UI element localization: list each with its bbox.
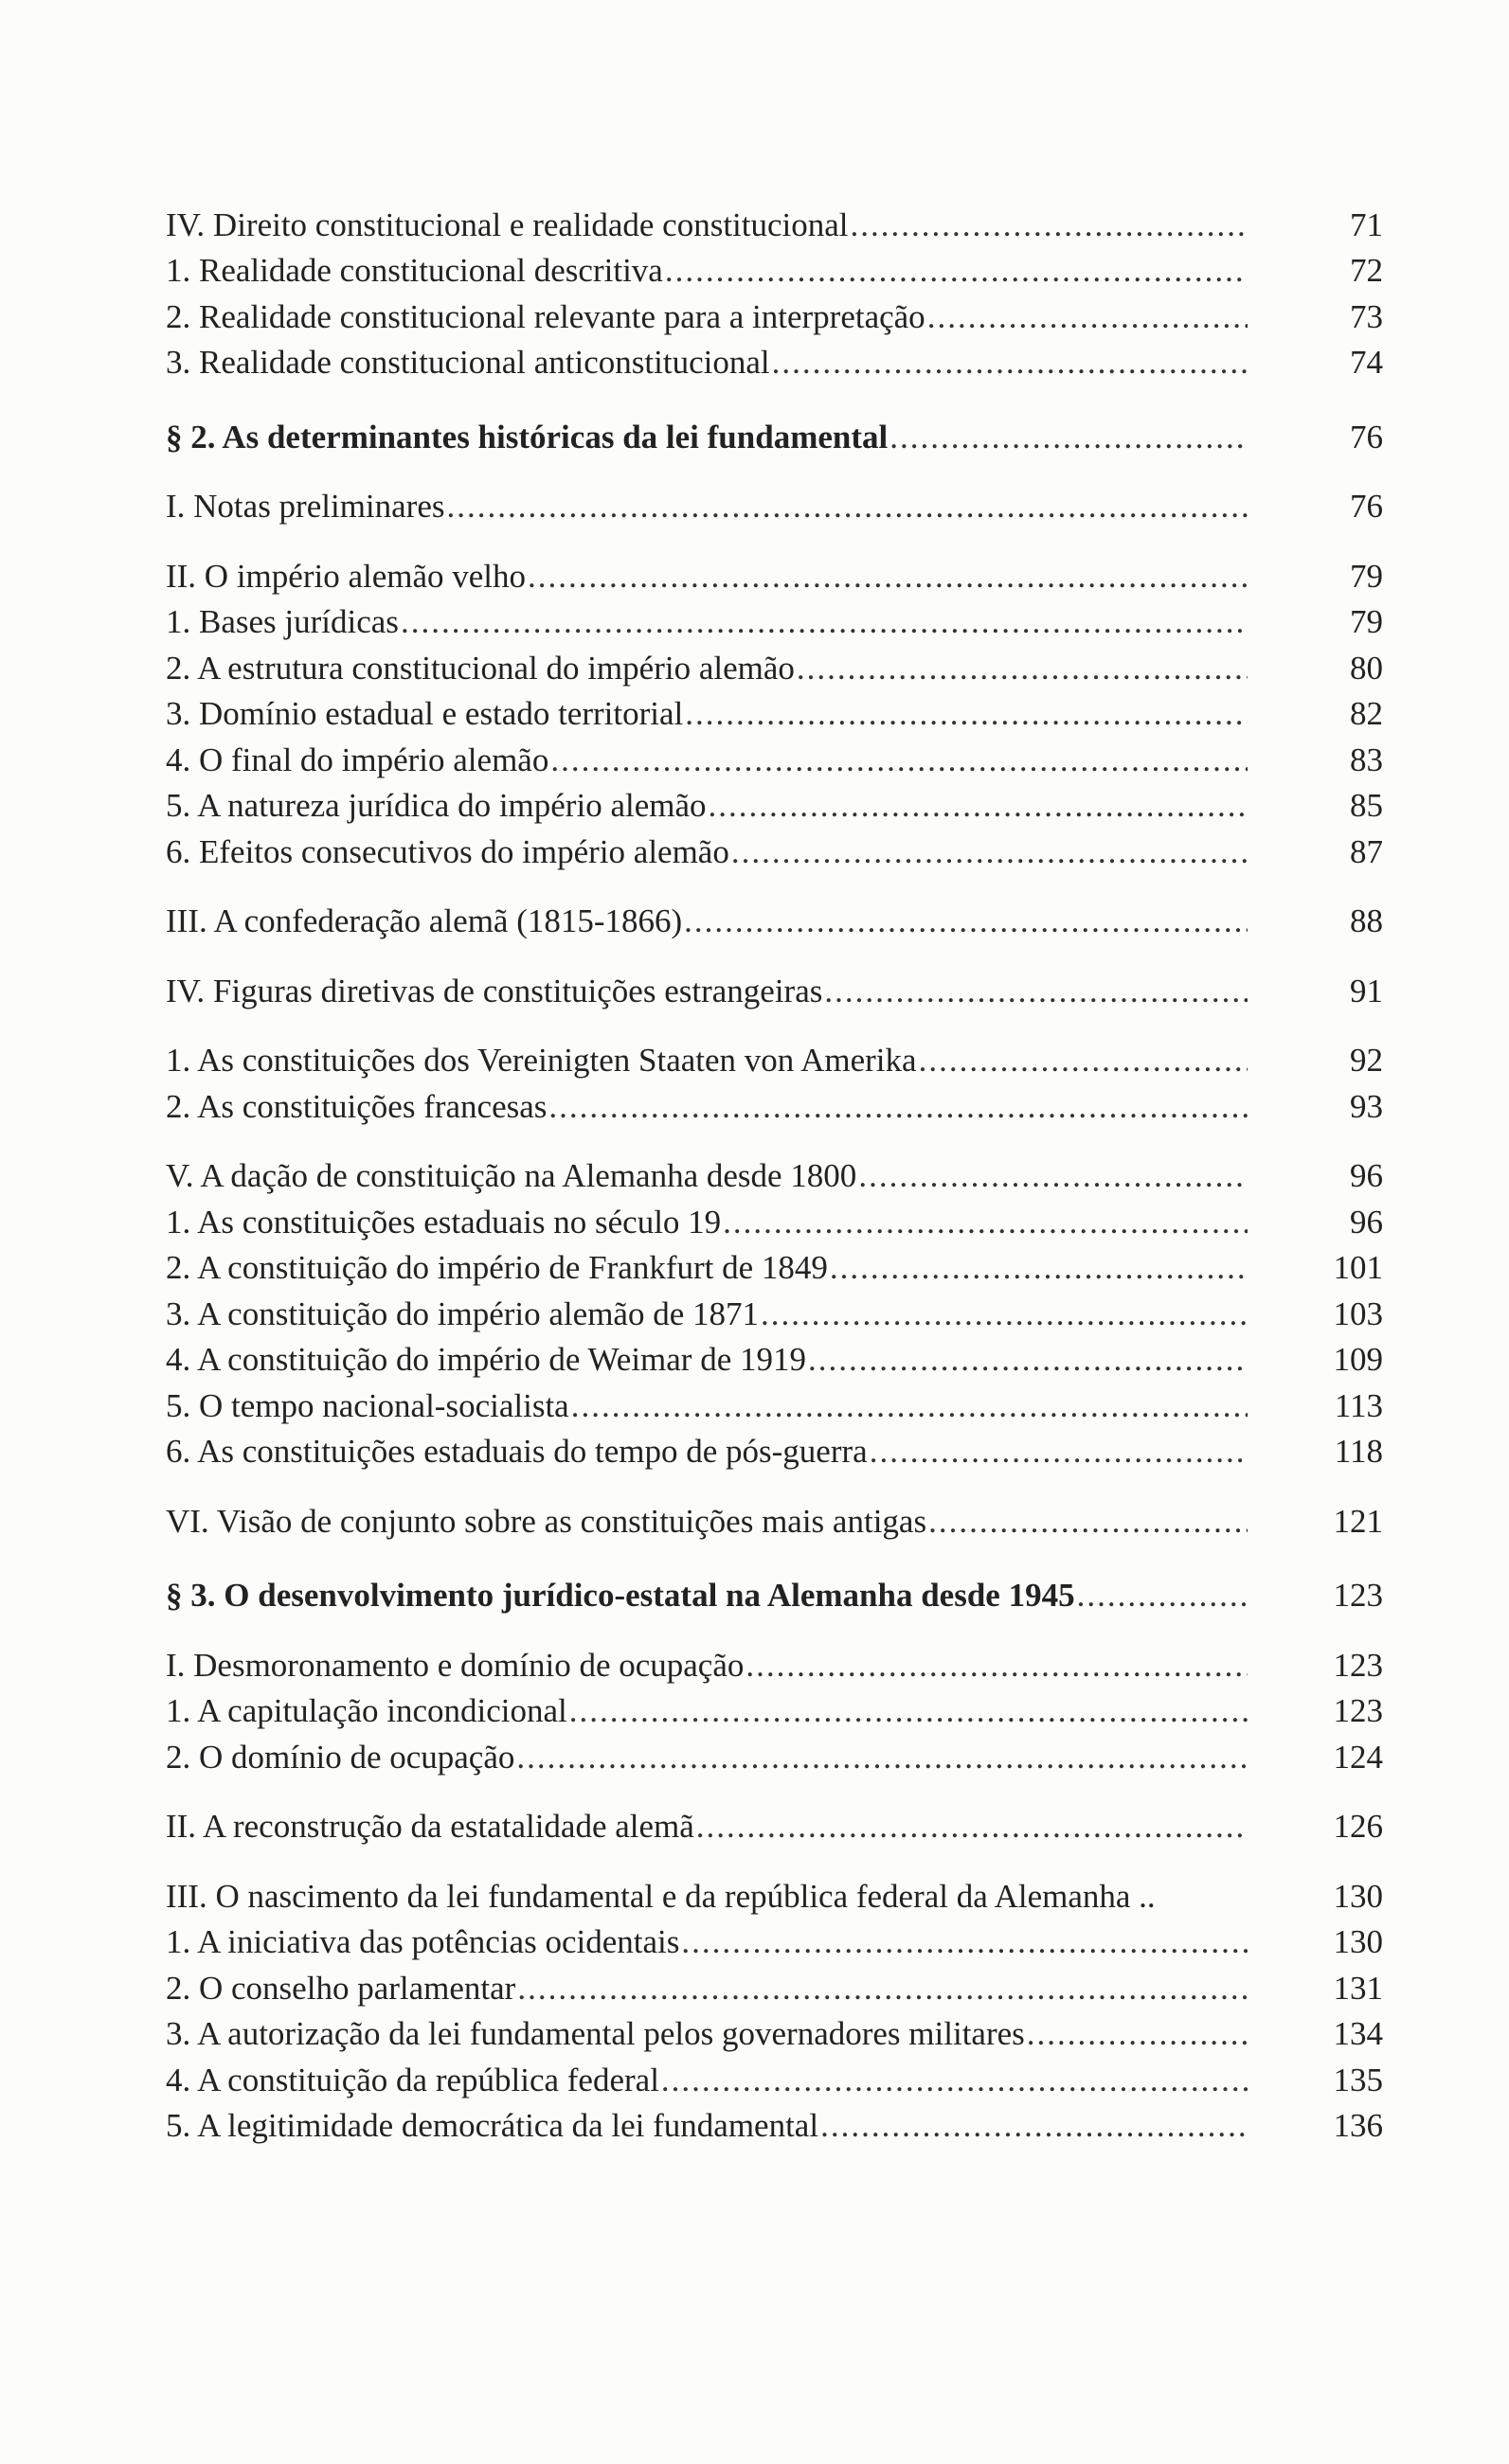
toc-entry-page: 103 <box>1333 1294 1383 1332</box>
toc-entry <box>166 1038 1383 1084</box>
leader-dots <box>824 969 1248 1014</box>
toc-entry <box>166 783 1383 830</box>
toc-entry <box>166 2011 1383 2058</box>
toc-entry <box>166 340 1383 386</box>
toc-entry <box>166 553 1383 599</box>
leader-dots <box>709 783 1249 829</box>
leader-dots <box>889 415 1248 460</box>
toc-entry <box>166 2103 1383 2150</box>
toc-entry <box>166 899 1383 945</box>
toc-entry-title: 3. A autorização da lei fundamental pelos governadores militares <box>166 2015 1025 2052</box>
toc-entry-page: 123 <box>1333 1577 1383 1614</box>
leader-dots <box>797 646 1248 691</box>
toc-entry-page: 136 <box>1333 2107 1383 2144</box>
toc-entry-title: 2. As constituições francesas <box>166 1087 548 1125</box>
toc-entry-page: 123 <box>1333 1646 1383 1684</box>
toc-entry <box>166 1383 1383 1429</box>
toc-entry <box>166 1734 1383 1780</box>
toc-entry-title: 3. Realidade constitucional anticonstitucional <box>166 344 770 381</box>
leader-dots <box>661 2058 1248 2103</box>
toc-entry-title: IV. Figuras diretivas de constituições estrangeiras <box>166 972 823 1009</box>
toc-entry <box>166 1245 1383 1292</box>
toc-entry <box>166 829 1383 875</box>
toc-entry-title: 1. Bases jurídicas <box>166 603 399 640</box>
toc-entry-title: V. A dação de constituição na Alemanha desde 1800 <box>166 1157 857 1194</box>
toc-entry-title: 4. A constituição do império de Weimar de 1919 <box>166 1341 806 1378</box>
toc-entry-page: 123 <box>1333 1692 1383 1729</box>
leader-dots <box>761 1292 1248 1337</box>
toc-entry-title: II. O império alemão velho <box>166 557 527 595</box>
toc-entry <box>166 691 1383 738</box>
toc-entry-title: 1. As constituições estaduais no século 19 <box>166 1203 722 1241</box>
toc-entry <box>166 1688 1383 1735</box>
toc-entry <box>166 1642 1383 1688</box>
leader-dots <box>684 899 1248 944</box>
toc-entry-title: 5. A natureza jurídica do império alemão <box>166 787 707 824</box>
toc-entry <box>166 1965 1383 2011</box>
leader-dots <box>723 1200 1248 1245</box>
leader-dots <box>1027 2011 1248 2057</box>
toc-entry-title: III. A confederação alemã (1815-1866) <box>166 902 683 939</box>
toc-entry <box>166 1919 1383 1966</box>
toc-entry-title: 2. Realidade constitucional relevante para a interpretação <box>166 297 925 335</box>
toc-entry <box>166 202 1383 248</box>
toc-entry-page: 135 <box>1333 2061 1383 2098</box>
toc-entry-page: 83 <box>1350 741 1383 778</box>
leader-dots <box>851 203 1248 248</box>
toc-entry-page: 87 <box>1350 832 1383 870</box>
toc-entry-title: 5. O tempo nacional-socialista <box>166 1386 569 1424</box>
toc-entry <box>166 645 1383 691</box>
leader-dots <box>696 1804 1248 1849</box>
toc-entry-title: 1. Realidade constitucional descritiva <box>166 252 663 289</box>
toc-entry <box>166 1498 1383 1544</box>
toc-entry <box>166 1429 1383 1475</box>
toc-entry-title: 2. A constituição do império de Frankfurt de 1849 <box>166 1249 828 1286</box>
toc-entry-title: 6. As constituições estaduais do tempo de pós-guerra <box>166 1433 868 1470</box>
toc-section-heading <box>166 414 1383 460</box>
toc-entry-page: 73 <box>1350 297 1383 335</box>
toc-entry-title: 3. Domínio estadual e estado territorial <box>166 695 684 732</box>
toc-entry-page: 124 <box>1333 1738 1383 1776</box>
toc-entry-page: 126 <box>1333 1808 1383 1845</box>
toc-entry-page: 72 <box>1350 252 1383 289</box>
toc-entry-page: 92 <box>1350 1042 1383 1079</box>
toc-entry-title: III. O nascimento da lei fundamental e da república federal da Alemanha .. <box>166 1877 1156 1915</box>
toc-entry-page: 76 <box>1350 488 1383 525</box>
toc-entry-title: I. Notas preliminares <box>166 488 445 525</box>
leader-dots <box>571 1384 1248 1429</box>
leader-dots <box>681 1919 1248 1965</box>
leader-dots <box>548 1084 1248 1130</box>
toc-entry <box>166 1337 1383 1384</box>
toc-entry-page: 96 <box>1350 1203 1383 1241</box>
leader-dots <box>550 738 1248 783</box>
toc-entry-page: 91 <box>1350 972 1383 1009</box>
toc-entry <box>166 2057 1383 2103</box>
toc-entry-page: 74 <box>1350 344 1383 381</box>
toc-entry-title: II. A reconstrução da estatalidade alemã <box>166 1808 694 1845</box>
toc-entry <box>166 484 1383 530</box>
toc-entry-title: 3. A constituição do império alemão de 1871 <box>166 1294 759 1332</box>
toc-entry <box>166 1199 1383 1245</box>
toc-entry-page: 131 <box>1333 1969 1383 2007</box>
leader-dots <box>870 1429 1248 1474</box>
leader-dots <box>401 599 1248 645</box>
toc-entry-page: 88 <box>1350 902 1383 939</box>
table-of-contents <box>166 202 1383 2149</box>
toc-entry-page: 134 <box>1333 2015 1383 2052</box>
toc-entry-title: § 2. As determinantes históricas da lei fundamental <box>166 418 889 455</box>
leader-dots <box>830 1245 1248 1291</box>
toc-entry-title: 2. A estrutura constitucional do império alemão <box>166 649 795 687</box>
toc-section-heading <box>166 1573 1383 1619</box>
leader-dots <box>919 1038 1248 1083</box>
toc-entry <box>166 599 1383 646</box>
toc-entry-title: 1. As constituições dos Vereinigten Staaten von Amerika <box>166 1042 917 1079</box>
leader-dots <box>731 830 1248 875</box>
toc-entry-page: 118 <box>1334 1433 1383 1470</box>
leader-dots <box>928 1499 1248 1544</box>
leader-dots <box>927 295 1248 340</box>
toc-entry-title: I. Desmoronamento e domínio de ocupação <box>166 1646 745 1684</box>
toc-entry-page: 130 <box>1333 1923 1383 1960</box>
toc-entry <box>166 737 1383 783</box>
toc-entry-title: 4. O final do império alemão <box>166 741 549 778</box>
toc-entry <box>166 294 1383 340</box>
leader-dots <box>1077 1573 1248 1618</box>
leader-dots <box>447 484 1249 529</box>
leader-dots <box>808 1337 1248 1383</box>
toc-entry-page: 79 <box>1350 557 1383 595</box>
toc-entry <box>166 1873 1383 1919</box>
toc-entry-page: 109 <box>1333 1341 1383 1378</box>
toc-entry-page: 79 <box>1350 603 1383 640</box>
toc-entry-title: 1. A capitulação incondicional <box>166 1692 567 1729</box>
toc-entry <box>166 1291 1383 1337</box>
toc-entry <box>166 1153 1383 1200</box>
toc-entry-page: 113 <box>1334 1386 1383 1424</box>
toc-entry-title: 1. A iniciativa das potências ocidentais <box>166 1923 680 1960</box>
toc-entry <box>166 1804 1383 1850</box>
leader-dots <box>665 248 1248 294</box>
toc-entry-page: 130 <box>1333 1877 1383 1915</box>
leader-dots <box>528 554 1248 599</box>
toc-entry-page: 85 <box>1350 787 1383 824</box>
toc-entry-page: 76 <box>1350 418 1383 455</box>
toc-entry <box>166 1083 1383 1130</box>
leader-dots <box>685 691 1248 737</box>
leader-dots <box>820 2103 1248 2149</box>
toc-entry-page: 96 <box>1350 1157 1383 1194</box>
leader-dots <box>517 1966 1248 2011</box>
toc-entry <box>166 968 1383 1014</box>
leader-dots <box>772 340 1248 385</box>
toc-entry-page: 101 <box>1333 1249 1383 1286</box>
toc-entry-page: 121 <box>1333 1502 1383 1540</box>
toc-entry-title: 5. A legitimidade democrática da lei fundamental <box>166 2107 819 2144</box>
toc-entry-title: IV. Direito constitucional e realidade constitucional <box>166 205 849 243</box>
toc-entry-title: VI. Visão de conjunto sobre as constituições mais antigas <box>166 1502 927 1540</box>
toc-entry-page: 80 <box>1350 649 1383 687</box>
toc-entry-title: § 3. O desenvolvimento jurídico-estatal na Alemanha desde 1945 <box>166 1577 1075 1614</box>
toc-entry-title: 2. O conselho parlamentar <box>166 1969 516 2007</box>
toc-entry-page: 71 <box>1350 205 1383 243</box>
leader-dots <box>746 1643 1248 1688</box>
toc-entry-page: 93 <box>1350 1087 1383 1125</box>
toc-entry <box>166 248 1383 295</box>
toc-entry-title: 2. O domínio de ocupação <box>166 1738 515 1776</box>
toc-entry-page: 82 <box>1350 695 1383 732</box>
leader-dots <box>858 1153 1248 1199</box>
toc-entry-title: 4. A constituição da república federal <box>166 2061 659 2098</box>
leader-dots <box>516 1735 1248 1780</box>
leader-dots <box>569 1688 1248 1734</box>
toc-entry-title: 6. Efeitos consecutivos do império alemão <box>166 832 729 870</box>
